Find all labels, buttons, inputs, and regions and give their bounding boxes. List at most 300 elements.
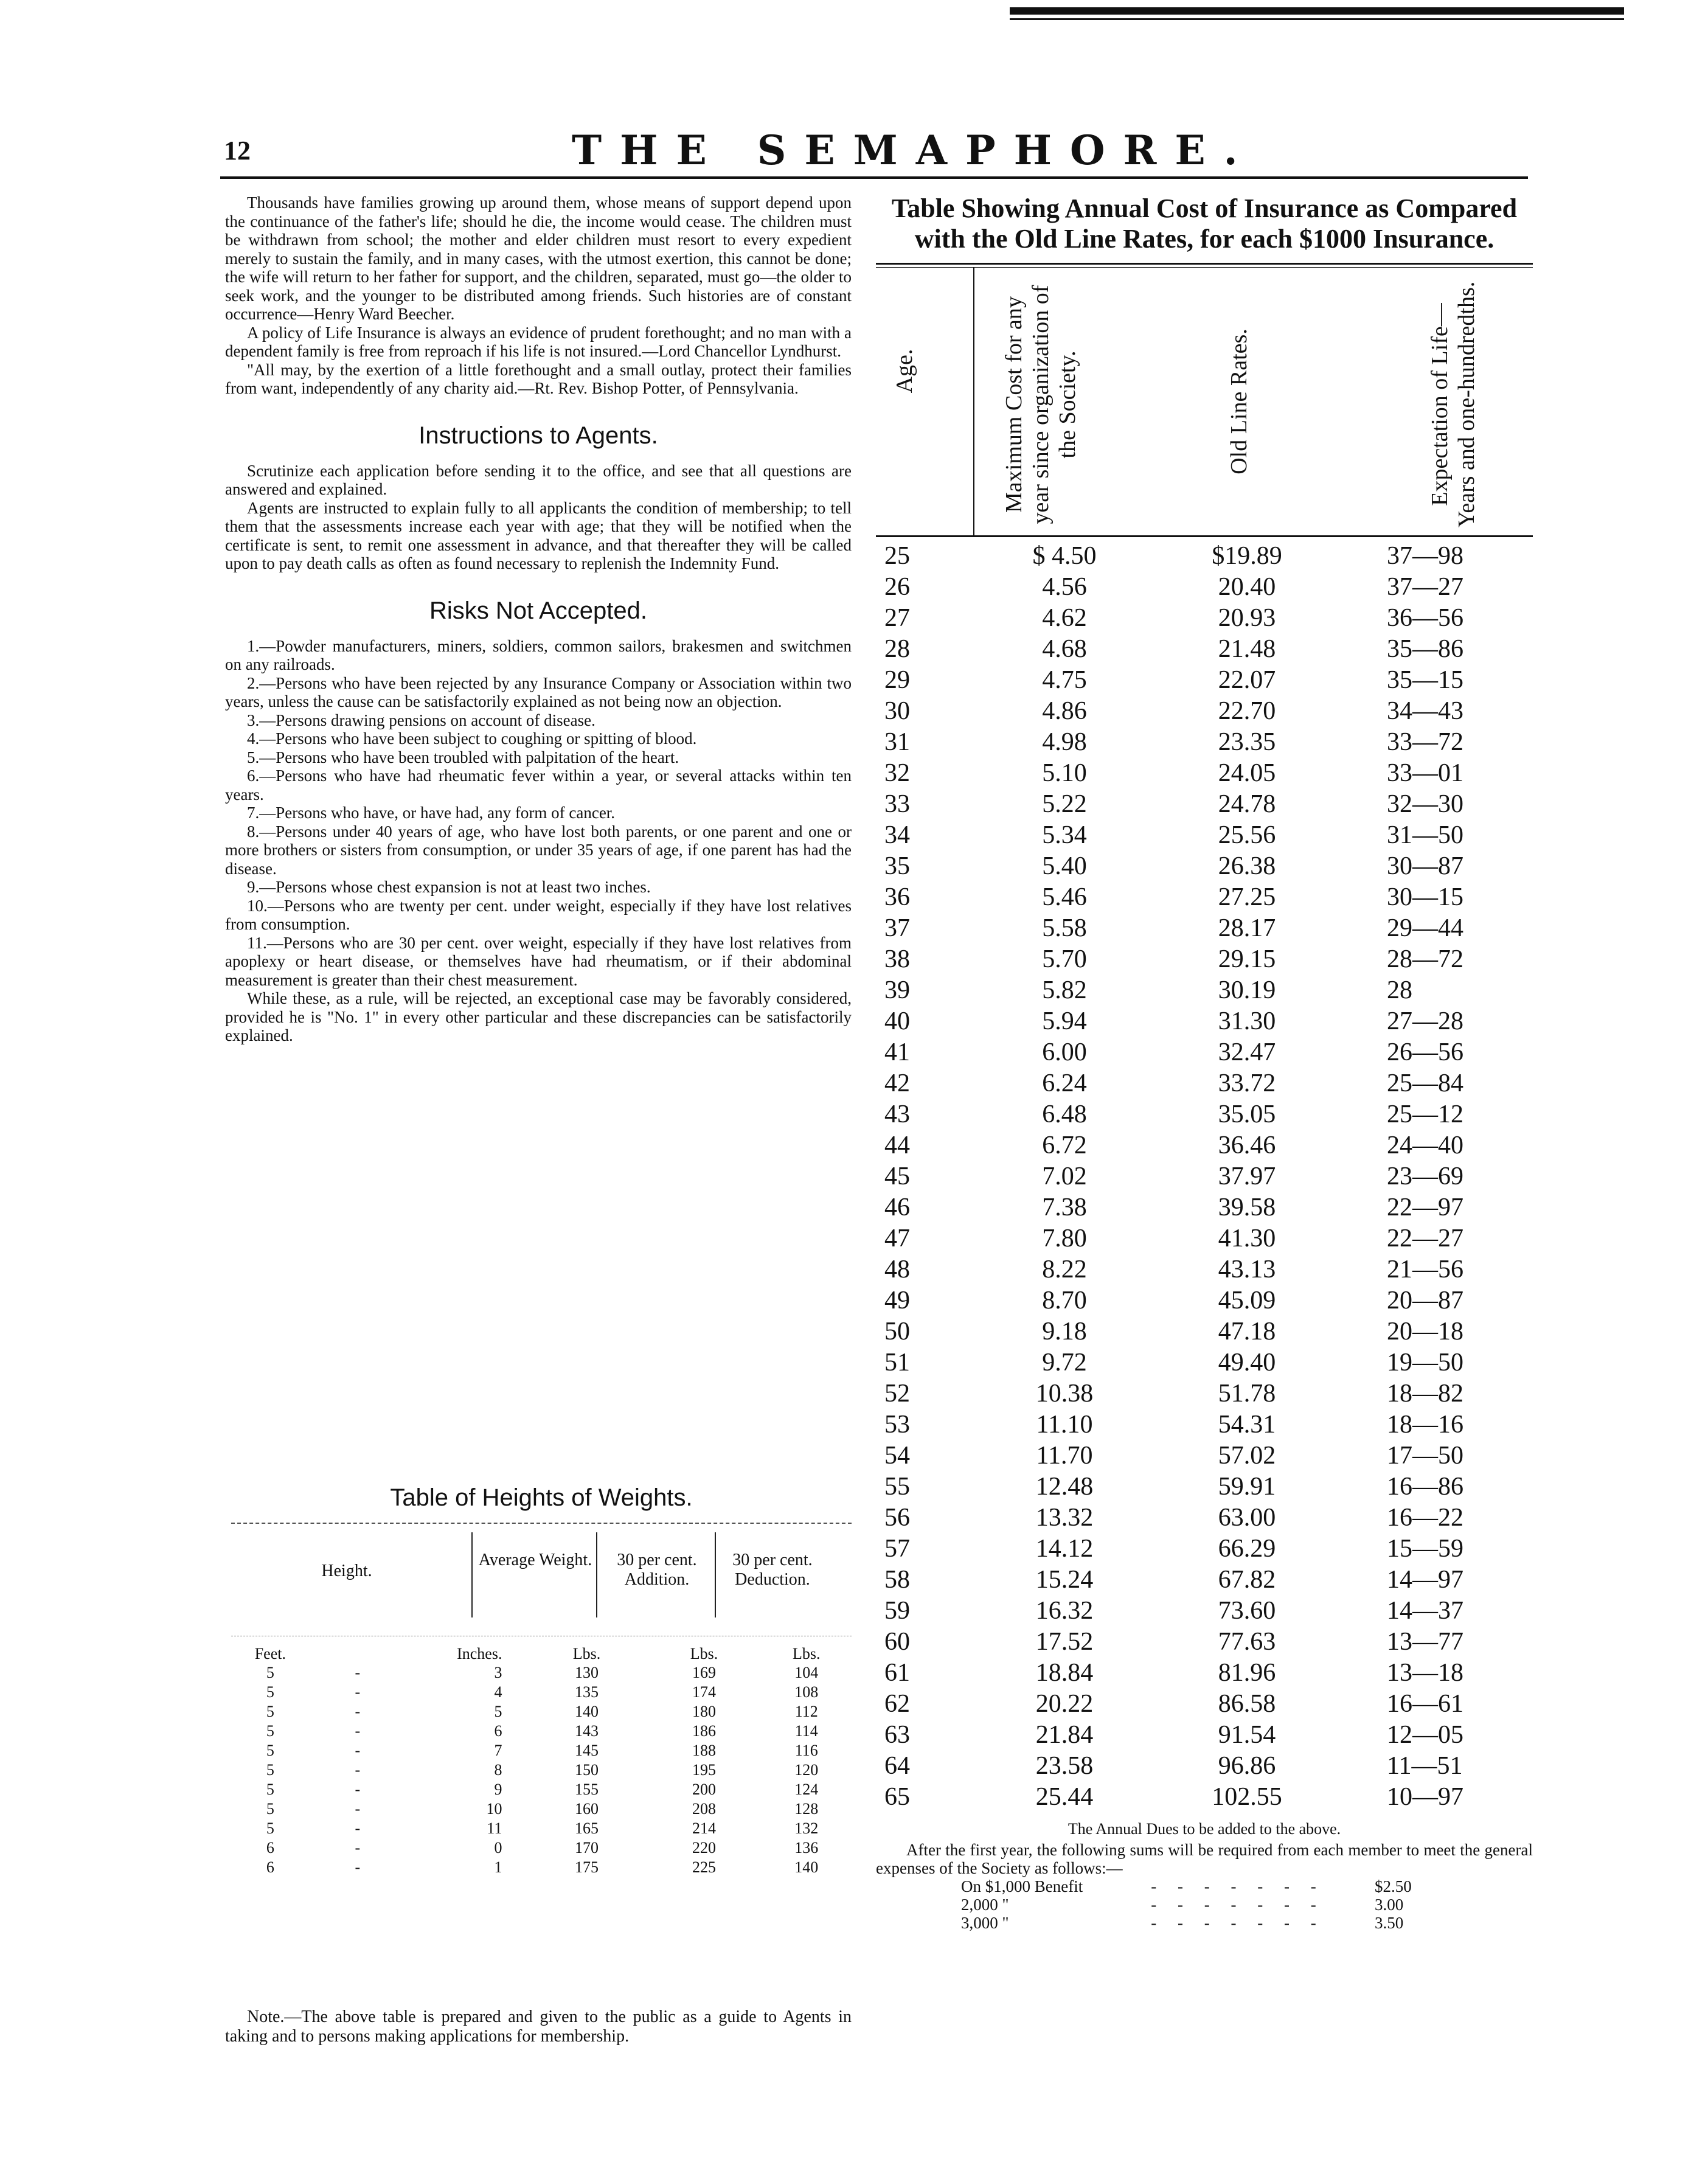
table-row	[876, 1471, 1533, 1503]
risk-item: 11.—Persons who are 30 per cent. over weight, especially if they have lost relatives from apoplexy or heart disease, or themselves have had rheumatism, or if their abdominal measurement is greater than their chest measurement.	[225, 933, 852, 989]
subheader-feet: Feet.	[254, 1645, 286, 1662]
table-row	[876, 1751, 1533, 1782]
cell-age: 48	[884, 1256, 910, 1284]
cell-age: 57	[884, 1535, 910, 1563]
cell-age: 27	[884, 604, 910, 632]
cell-age: 64	[884, 1752, 910, 1780]
benefit-value: $2.50	[1375, 1877, 1412, 1895]
cell-old-line: $19.89	[1212, 542, 1282, 570]
title-rule	[876, 263, 1533, 265]
table-row	[876, 851, 1533, 882]
cell-max-cost: 5.10	[1042, 759, 1087, 787]
cell-expectation: 22—27	[1387, 1225, 1463, 1253]
table-row	[231, 1663, 852, 1683]
cell-max-cost: 4.62	[1042, 604, 1087, 632]
cell-max-cost: 8.70	[1042, 1287, 1087, 1315]
heights-subheader-row	[231, 1645, 852, 1663]
cell-old-line: 27.25	[1218, 883, 1276, 911]
cell-expectation: 35—15	[1387, 666, 1463, 694]
cell-deduction: 104	[794, 1664, 819, 1681]
cell-age: 46	[884, 1193, 910, 1221]
cell-dash: -	[355, 1703, 361, 1720]
cell-max-cost: 5.70	[1042, 945, 1087, 973]
table-row	[876, 758, 1533, 789]
table-row	[876, 820, 1533, 851]
header-divider	[715, 1532, 716, 1617]
benefit-amount: On $1,000 Benefit	[961, 1877, 1083, 1895]
cell-old-line: 77.63	[1218, 1628, 1276, 1656]
cell-old-line: 59.91	[1218, 1473, 1276, 1501]
cell-old-line: 39.58	[1218, 1193, 1276, 1221]
insurance-table-body	[876, 541, 1533, 1813]
cell-dash: -	[355, 1819, 361, 1837]
risk-item: 6.—Persons who have had rheumatic fever within a year, or several attacks within ten years.	[225, 766, 852, 804]
cell-expectation: 36—56	[1387, 604, 1463, 632]
cell-deduction: 132	[794, 1819, 819, 1837]
risk-item: 3.—Persons drawing pensions on account of disease.	[247, 711, 595, 729]
cell-age: 58	[884, 1566, 910, 1594]
cell-max-cost: 7.38	[1042, 1193, 1087, 1221]
cell-age: 59	[884, 1597, 910, 1625]
cell-old-line: 24.78	[1218, 790, 1276, 818]
cell-deduction: 124	[794, 1781, 819, 1798]
table-row	[876, 1503, 1533, 1534]
cell-old-line: 37.97	[1218, 1162, 1276, 1190]
table-row	[876, 572, 1533, 603]
cell-age: 60	[884, 1628, 910, 1656]
cell-average: 140	[574, 1703, 599, 1720]
cell-addition: 188	[692, 1742, 716, 1759]
heights-weights-table	[231, 1484, 852, 1877]
cell-max-cost: 17.52	[1035, 1628, 1094, 1656]
table-row	[876, 1161, 1533, 1192]
cell-max-cost: 5.94	[1042, 1007, 1087, 1035]
header-age: Age.	[892, 349, 917, 394]
header-divider	[596, 1532, 597, 1617]
cell-age: 50	[884, 1318, 910, 1346]
cell-old-line: 57.02	[1218, 1442, 1276, 1470]
cell-age: 35	[884, 852, 910, 880]
cell-addition: 180	[692, 1703, 716, 1720]
cell-max-cost: 12.48	[1035, 1473, 1094, 1501]
table-row	[876, 1378, 1533, 1409]
cell-old-line: 20.93	[1218, 604, 1276, 632]
benefit-row	[876, 1877, 1533, 1895]
cell-expectation: 25—12	[1387, 1100, 1463, 1128]
cell-average: 175	[574, 1858, 599, 1876]
risk-item: 9.—Persons whose chest expansion is not at least two inches.	[247, 878, 651, 896]
cell-expectation: 30—87	[1387, 852, 1463, 880]
cell-inches: 7	[494, 1742, 502, 1759]
table-row	[231, 1799, 852, 1819]
cell-max-cost: 9.18	[1042, 1318, 1087, 1346]
cell-old-line: 33.72	[1218, 1069, 1276, 1097]
cell-old-line: 32.47	[1218, 1038, 1276, 1066]
table-row	[876, 1596, 1533, 1627]
cell-age: 26	[884, 573, 910, 601]
cell-old-line: 36.46	[1218, 1131, 1276, 1159]
cell-old-line: 20.40	[1218, 573, 1276, 601]
cell-expectation: 30—15	[1387, 883, 1463, 911]
cell-max-cost: 10.38	[1035, 1380, 1094, 1408]
risk-item: 8.—Persons under 40 years of age, who have lost both parents, or one parent and one or more brothers or sisters from consumption, or under 35 years of age, if one parent has had the disease.	[225, 822, 852, 878]
cell-feet: 5	[266, 1800, 274, 1818]
cell-addition: 195	[692, 1761, 716, 1779]
table-row	[231, 1760, 852, 1780]
table-row	[231, 1741, 852, 1760]
cell-dash: -	[355, 1839, 361, 1857]
cell-feet: 5	[266, 1781, 274, 1798]
instructions-paragraph-2: Agents are instructed to explain fully to all applicants the condition of membership; to tell them that the assessments increase each year with age; that they will be notified when the certificate is sent, to remit one assessment in advance, and that thereafter they will be called upon to pay death calls as often as found necessary to replenish the Indemnity Fund.	[225, 498, 852, 572]
leader-dots: - - - - - - -	[1151, 1895, 1325, 1914]
table-row	[876, 1254, 1533, 1285]
cell-age: 33	[884, 790, 910, 818]
left-column	[225, 193, 852, 1045]
cell-old-line: 67.82	[1218, 1566, 1276, 1594]
cell-max-cost: 4.56	[1042, 573, 1087, 601]
cell-addition: 214	[692, 1819, 716, 1837]
cell-feet: 6	[266, 1858, 274, 1876]
cell-max-cost: 5.46	[1042, 883, 1087, 911]
cell-expectation: 15—59	[1387, 1535, 1463, 1563]
cell-age: 42	[884, 1069, 910, 1097]
cell-max-cost: 5.34	[1042, 821, 1087, 849]
cell-inches: 6	[494, 1722, 502, 1740]
table-row	[876, 1534, 1533, 1565]
table-row	[231, 1819, 852, 1838]
table-row	[876, 1192, 1533, 1223]
cell-expectation: 13—77	[1387, 1628, 1463, 1656]
cell-expectation: 37—27	[1387, 573, 1463, 601]
cell-age: 52	[884, 1380, 910, 1408]
cell-max-cost: 9.72	[1042, 1349, 1087, 1377]
benefit-row	[876, 1895, 1533, 1914]
cell-old-line: 45.09	[1218, 1287, 1276, 1315]
table-row	[876, 1037, 1533, 1068]
cell-max-cost: 6.00	[1042, 1038, 1087, 1066]
cell-age: 49	[884, 1287, 910, 1315]
cell-expectation: 35—86	[1387, 635, 1463, 663]
cell-dash: -	[355, 1742, 361, 1759]
cell-inches: 8	[494, 1761, 502, 1779]
table-row	[876, 696, 1533, 727]
table-row	[876, 1440, 1533, 1471]
cell-max-cost: 4.68	[1042, 635, 1087, 663]
header-divider	[471, 1532, 473, 1617]
cell-age: 34	[884, 821, 910, 849]
cell-expectation: 22—97	[1387, 1193, 1463, 1221]
table-row	[876, 727, 1533, 758]
cell-max-cost: 5.22	[1042, 790, 1087, 818]
cell-dash: -	[355, 1722, 361, 1740]
cell-expectation: 10—97	[1387, 1783, 1463, 1811]
cell-age: 54	[884, 1442, 910, 1470]
intro-paragraph-1: Thousands have families growing up around them, whose means of support depend upon the continuance of the father's life; should he die, the income would cease. The children must be withdrawn from school; the mother and elder children must resort to every expedient merely to sustain the family, and in many cases, with the utmost exertion, this cannot be done; the wife will return to her father for support, and the children, separated, must go—the older to seek work, and the younger to be distributed among friends. Such histories are of constant occurrence—Henry Ward Beecher.	[225, 193, 852, 323]
benefit-row	[876, 1914, 1533, 1932]
cell-inches: 10	[486, 1800, 502, 1818]
table-row	[876, 1347, 1533, 1378]
heights-table-body	[231, 1663, 852, 1877]
table-row	[231, 1702, 852, 1722]
table-row	[876, 882, 1533, 913]
cell-old-line: 66.29	[1218, 1535, 1276, 1563]
cell-deduction: 114	[794, 1722, 818, 1740]
cell-expectation: 33—72	[1387, 728, 1463, 756]
cell-expectation: 20—87	[1387, 1287, 1463, 1315]
table-row	[876, 1099, 1533, 1130]
cell-feet: 5	[266, 1819, 274, 1837]
cell-max-cost: 20.22	[1035, 1690, 1094, 1718]
cell-old-line: 102.55	[1212, 1783, 1282, 1811]
top-rule-thick	[1010, 7, 1624, 15]
cell-old-line: 23.35	[1218, 728, 1276, 756]
cell-expectation: 31—50	[1387, 821, 1463, 849]
cell-old-line: 43.13	[1218, 1256, 1276, 1284]
cell-max-cost: 6.72	[1042, 1131, 1087, 1159]
cell-deduction: 140	[794, 1858, 819, 1876]
cell-old-line: 22.70	[1218, 697, 1276, 725]
cell-old-line: 22.07	[1218, 666, 1276, 694]
table-row	[876, 1409, 1533, 1440]
cell-age: 65	[884, 1783, 910, 1811]
cell-average: 170	[574, 1839, 599, 1857]
cell-inches: 1	[494, 1858, 502, 1876]
table-row	[876, 1782, 1533, 1813]
cell-max-cost: 5.40	[1042, 852, 1087, 880]
cell-expectation: 32—30	[1387, 790, 1463, 818]
cell-expectation: 27—28	[1387, 1007, 1463, 1035]
leader-dots: - - - - - - -	[1151, 1914, 1325, 1932]
cell-addition: 186	[692, 1722, 716, 1740]
cell-old-line: 25.56	[1218, 821, 1276, 849]
cell-age: 40	[884, 1007, 910, 1035]
cell-feet: 5	[266, 1664, 274, 1681]
dues-note: The Annual Dues to be added to the above.	[1068, 1820, 1341, 1838]
cell-age: 53	[884, 1411, 910, 1439]
cell-expectation: 26—56	[1387, 1038, 1463, 1066]
cell-expectation: 33—01	[1387, 759, 1463, 787]
cell-dash: -	[355, 1781, 361, 1798]
cell-max-cost: 23.58	[1035, 1752, 1094, 1780]
cell-feet: 5	[266, 1761, 274, 1779]
instructions-heading: Instructions to Agents.	[418, 422, 658, 449]
cell-age: 62	[884, 1690, 910, 1718]
cell-age: 47	[884, 1225, 910, 1253]
page-number: 12	[224, 136, 251, 165]
cell-old-line: 81.96	[1218, 1659, 1276, 1687]
header-old-line-rates: Old Line Rates.	[1226, 328, 1252, 474]
cell-old-line: 31.30	[1218, 1007, 1276, 1035]
table-row	[231, 1780, 852, 1799]
cell-max-cost: 5.58	[1042, 914, 1087, 942]
cell-expectation: 34—43	[1387, 697, 1463, 725]
table-row	[876, 1130, 1533, 1161]
benefit-amount: 3,000 "	[961, 1914, 1009, 1932]
risk-item: 5.—Persons who have been troubled with palpitation of the heart.	[247, 748, 679, 766]
cell-max-cost: 5.82	[1042, 976, 1087, 1004]
cell-age: 28	[884, 635, 910, 663]
cell-old-line: 21.48	[1218, 635, 1276, 663]
cell-old-line: 91.54	[1218, 1721, 1276, 1749]
risks-heading: Risks Not Accepted.	[429, 597, 647, 624]
cell-old-line: 47.18	[1218, 1318, 1276, 1346]
cell-age: 31	[884, 728, 910, 756]
table-row	[876, 1627, 1533, 1658]
table-row	[231, 1722, 852, 1741]
cell-expectation: 20—18	[1387, 1318, 1463, 1346]
benefit-value: 3.00	[1375, 1895, 1404, 1914]
cell-max-cost: $ 4.50	[1032, 542, 1097, 570]
cell-max-cost: 4.98	[1042, 728, 1087, 756]
cell-age: 37	[884, 914, 910, 942]
cell-old-line: 29.15	[1218, 945, 1276, 973]
cell-expectation: 24—40	[1387, 1131, 1463, 1159]
heights-table-rule	[231, 1523, 852, 1524]
table-row	[876, 1285, 1533, 1316]
cell-age: 32	[884, 759, 910, 787]
cell-expectation: 16—61	[1387, 1690, 1463, 1718]
cell-dash: -	[355, 1858, 361, 1876]
top-rule-thin	[1010, 18, 1624, 20]
subheader-inches: Inches.	[457, 1645, 502, 1662]
cell-age: 30	[884, 697, 910, 725]
subheader-lbs: Lbs.	[572, 1645, 601, 1662]
cell-expectation: 21—56	[1387, 1256, 1463, 1284]
cell-expectation: 28—72	[1387, 945, 1463, 973]
cell-feet: 5	[266, 1683, 274, 1701]
cell-deduction: 136	[794, 1839, 819, 1857]
cell-age: 55	[884, 1473, 910, 1501]
cell-deduction: 128	[794, 1800, 819, 1818]
cell-average: 130	[574, 1664, 599, 1681]
header-deduction: 30 per cent. Deduction.	[732, 1551, 813, 1589]
cell-age: 39	[884, 976, 910, 1004]
cell-max-cost: 6.48	[1042, 1100, 1087, 1128]
cell-old-line: 30.19	[1218, 976, 1276, 1004]
cell-old-line: 49.40	[1218, 1349, 1276, 1377]
cell-old-line: 54.31	[1218, 1411, 1276, 1439]
cell-deduction: 120	[794, 1761, 819, 1779]
cell-addition: 225	[692, 1858, 716, 1876]
benefits-list	[876, 1877, 1533, 1932]
cell-addition: 220	[692, 1839, 716, 1857]
subheader-lbs: Lbs.	[793, 1645, 821, 1662]
cell-deduction: 116	[794, 1742, 818, 1759]
cell-max-cost: 18.84	[1035, 1659, 1094, 1687]
cell-age: 41	[884, 1038, 910, 1066]
cell-deduction: 108	[794, 1683, 819, 1701]
benefit-value: 3.50	[1375, 1914, 1404, 1932]
table-row	[876, 1720, 1533, 1751]
cell-expectation: 11—51	[1387, 1752, 1463, 1780]
table-row	[876, 541, 1533, 572]
cell-average: 135	[574, 1683, 599, 1701]
masthead-title: THE SEMAPHORE.	[572, 127, 1256, 174]
cell-addition: 174	[692, 1683, 716, 1701]
intro-paragraph-3: "All may, by the exertion of a little forethought and a small outlay, protect their families from want, independently of any charity aid.—Rt. Rev. Bishop Potter, of Pennsylvania.	[225, 360, 852, 397]
cell-max-cost: 11.10	[1036, 1411, 1093, 1439]
table-row	[876, 1006, 1533, 1037]
table-row	[876, 1223, 1533, 1254]
table-row	[231, 1838, 852, 1858]
cell-addition: 169	[692, 1664, 716, 1681]
header-addition: 30 per cent. Addition.	[617, 1551, 697, 1589]
cell-old-line: 35.05	[1218, 1100, 1276, 1128]
table-row	[876, 1068, 1533, 1099]
expenses-paragraph: After the first year, the following sums will be required from each member to meet the general expenses of the Society as follows:—	[876, 1841, 1533, 1877]
cell-max-cost: 6.24	[1042, 1069, 1087, 1097]
cell-expectation: 16—22	[1387, 1504, 1463, 1532]
cell-max-cost: 11.70	[1036, 1442, 1093, 1470]
insurance-table-title: Table Showing Annual Cost of Insurance as Compared with the Old Line Rates, for each $1000 Insurance.	[891, 193, 1518, 254]
cell-age: 51	[884, 1349, 910, 1377]
cell-inches: 5	[494, 1703, 502, 1720]
cell-average: 155	[574, 1781, 599, 1798]
table-row	[876, 975, 1533, 1006]
masthead-rule	[220, 176, 1528, 179]
cell-max-cost: 7.02	[1042, 1162, 1087, 1190]
cell-max-cost: 21.84	[1035, 1721, 1094, 1749]
table-row	[876, 1316, 1533, 1347]
cell-expectation: 23—69	[1387, 1162, 1463, 1190]
header-max-cost: Maximum Cost for any year since organization of the Society.	[1001, 285, 1080, 524]
cell-addition: 208	[692, 1800, 716, 1818]
cell-max-cost: 7.80	[1042, 1225, 1087, 1253]
intro-paragraph-2: A policy of Life Insurance is always an evidence of prudent forethought; and no man with a dependent family is free from reproach if his life is not insured.—Lord Chancellor Lyndhurst.	[225, 323, 852, 360]
cell-feet: 6	[266, 1839, 274, 1857]
cell-dash: -	[355, 1761, 361, 1779]
cell-deduction: 112	[794, 1703, 818, 1720]
table-row	[876, 603, 1533, 634]
leader-dots: - - - - - - -	[1151, 1877, 1325, 1895]
cell-expectation: 18—16	[1387, 1411, 1463, 1439]
risk-closing-paragraph: While these, as a rule, will be rejected, an exceptional case may be favorably considered, provided he is "No. 1" in every other particular and these discrepancies can be satisfactorily explained.	[225, 989, 852, 1044]
cell-average: 150	[574, 1761, 599, 1779]
cell-age: 56	[884, 1504, 910, 1532]
cell-inches: 9	[494, 1781, 502, 1798]
cell-max-cost: 8.22	[1042, 1256, 1087, 1284]
instructions-paragraph-1: Scrutinize each application before sending it to the office, and see that all questions are answered and explained.	[225, 461, 852, 498]
cell-max-cost: 13.32	[1035, 1504, 1094, 1532]
cell-max-cost: 14.12	[1035, 1535, 1094, 1563]
heights-table-note: Note.—The above table is prepared and given to the public as a guide to Agents in taking and to persons making applications for membership.	[225, 2007, 852, 2046]
cell-expectation: 29—44	[1387, 914, 1463, 942]
cell-age: 45	[884, 1162, 910, 1190]
table-row	[876, 789, 1533, 820]
cell-age: 63	[884, 1721, 910, 1749]
risk-item: 7.—Persons who have, or have had, any form of cancer.	[247, 804, 616, 822]
cell-age: 38	[884, 945, 910, 973]
cell-feet: 5	[266, 1703, 274, 1720]
cell-average: 165	[574, 1819, 599, 1837]
cell-old-line: 73.60	[1218, 1597, 1276, 1625]
cell-feet: 5	[266, 1742, 274, 1759]
cell-age: 29	[884, 666, 910, 694]
header-divider	[973, 268, 974, 535]
cell-inches: 0	[494, 1839, 502, 1857]
cell-age: 44	[884, 1131, 910, 1159]
cell-average: 145	[574, 1742, 599, 1759]
cell-old-line: 28.17	[1218, 914, 1276, 942]
subheader-lbs: Lbs.	[690, 1645, 718, 1662]
cell-age: 36	[884, 883, 910, 911]
cell-age: 25	[884, 542, 910, 570]
cell-expectation: 19—50	[1387, 1349, 1463, 1377]
heights-table-title: Table of Heights of Weights.	[390, 1484, 693, 1511]
header-height: Height.	[321, 1562, 372, 1580]
header-average-weight: Average Weight.	[478, 1551, 592, 1569]
cell-inches: 11	[487, 1819, 502, 1837]
